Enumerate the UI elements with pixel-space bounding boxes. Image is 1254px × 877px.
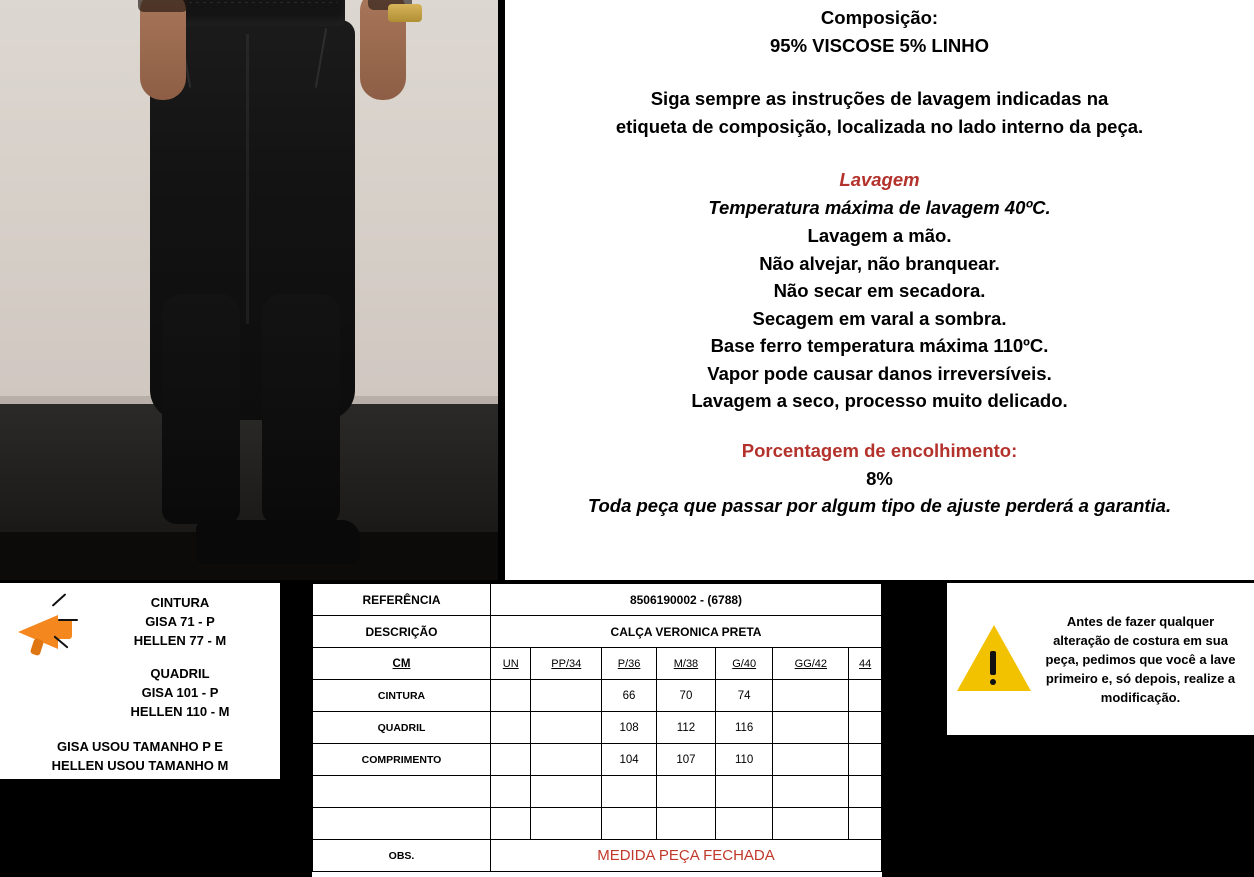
product-photo	[0, 0, 498, 580]
cell	[849, 744, 882, 776]
table-row	[313, 680, 882, 712]
composition-value: 95% VISCOSE 5% LINHO	[770, 34, 989, 56]
header-p36: P/36	[602, 648, 657, 680]
cell	[849, 776, 882, 808]
wash-line-5: Base ferro temperatura máxima 110ºC.	[710, 335, 1049, 356]
shrink-title: Porcentagem de encolhimento:	[741, 439, 1018, 461]
cell	[715, 776, 773, 808]
spacer	[505, 140, 1254, 166]
header-cm: CM	[313, 648, 491, 680]
cell	[849, 808, 882, 840]
shrink-value: 8%	[866, 467, 893, 489]
wash-line-2: Não alvejar, não branquear.	[759, 252, 1000, 274]
cell	[849, 712, 882, 744]
cell: 110	[715, 744, 773, 776]
table-row-description	[313, 616, 882, 648]
pants-center-fold	[246, 34, 249, 324]
model-measurements-panel	[0, 583, 280, 779]
cell	[531, 744, 602, 776]
instructions-line-1: Siga sempre as instruções de lavagem indicadas na	[650, 88, 1109, 109]
cell: 112	[657, 712, 716, 744]
hip-gisa: GISA 101 - P	[141, 685, 219, 700]
tattoo-left	[138, 0, 188, 12]
warning-triangle-icon	[951, 621, 1037, 697]
wash-line-6: Vapor pode causar danos irreversíveis.	[707, 362, 1052, 384]
instructions-line-2: etiqueta de composição, localizada no lado interno da peça.	[615, 115, 1144, 137]
table-row	[313, 776, 882, 808]
spacer	[505, 415, 1254, 437]
pants-right-leg	[262, 294, 340, 524]
reference-label: REFERÊNCIA	[313, 584, 491, 616]
wash-title: Lavagem	[839, 169, 920, 190]
cell	[531, 808, 602, 840]
cell: 104	[602, 744, 657, 776]
obs-label: OBS.	[313, 840, 491, 872]
hip-heading: QUADRIL	[150, 666, 210, 681]
cell	[531, 712, 602, 744]
cell	[773, 712, 849, 744]
cell: 66	[602, 680, 657, 712]
waist-heading: CINTURA	[150, 595, 210, 610]
cell	[491, 776, 531, 808]
header-gg42: GG/42	[773, 648, 849, 680]
wash-line-4: Secagem em varal a sombra.	[752, 307, 1007, 329]
cell	[531, 680, 602, 712]
cell	[491, 680, 531, 712]
header-44: 44	[849, 648, 882, 680]
hip-hellen: HELLEN 110 - M	[130, 704, 230, 719]
footer-line-2: HELLEN USOU TAMANHO M	[51, 758, 229, 773]
size-spec-table	[312, 583, 882, 877]
row-label-cintura: CINTURA	[313, 680, 491, 712]
header-m38: M/38	[657, 648, 716, 680]
cell	[657, 776, 716, 808]
cell: 74	[715, 680, 773, 712]
row-label-comprimento: COMPRIMENTO	[313, 744, 491, 776]
wristwatch	[388, 4, 422, 22]
cell	[773, 808, 849, 840]
header-pp34: PP/34	[531, 648, 602, 680]
reference-value: 8506190002 - (6788)	[491, 584, 882, 616]
obs-value: MEDIDA PEÇA FECHADA	[491, 840, 882, 872]
cell	[657, 808, 716, 840]
table-row	[313, 712, 882, 744]
cell	[773, 680, 849, 712]
cell	[491, 712, 531, 744]
cell: 70	[657, 680, 716, 712]
row-label-empty-2	[313, 808, 491, 840]
model-left-arm	[140, 0, 186, 100]
pants-left-leg	[162, 294, 240, 524]
header-g40: G/40	[715, 648, 773, 680]
cell: 108	[602, 712, 657, 744]
care-instructions-panel	[505, 0, 1254, 580]
wash-line-0: Temperatura máxima de lavagem 40ºC.	[708, 197, 1051, 218]
row-label-quadril: QUADRIL	[313, 712, 491, 744]
alteration-warning-panel	[947, 583, 1254, 735]
table-row	[313, 808, 882, 840]
row-label-empty-1	[313, 776, 491, 808]
cell	[602, 808, 657, 840]
waist-hellen: HELLEN 77 - M	[133, 633, 227, 648]
cell	[531, 776, 602, 808]
composition-label: Composição:	[820, 7, 939, 28]
wash-line-7: Lavagem a seco, processo muito delicado.	[691, 390, 1068, 411]
megaphone-icon	[8, 593, 84, 659]
table-row-reference	[313, 584, 882, 616]
cell: 107	[657, 744, 716, 776]
table-header-row	[313, 648, 882, 680]
model-measurements-text	[86, 593, 274, 721]
header-un: UN	[491, 648, 531, 680]
warning-text: Antes de fazer qualquer alteração de costura em sua peça, pedimos que você a lave primeiro e, só depois, realize a modificação.	[1045, 613, 1236, 705]
cell	[849, 680, 882, 712]
cell	[491, 744, 531, 776]
cell	[773, 744, 849, 776]
spacer	[505, 59, 1254, 85]
wash-line-1: Lavagem a mão.	[807, 225, 952, 246]
cell	[491, 808, 531, 840]
warranty-note: Toda peça que passar por algum tipo de ajuste perderá a garantia.	[587, 495, 1172, 516]
footer-line-1: GISA USOU TAMANHO P E	[57, 739, 223, 754]
description-value: CALÇA VERONICA PRETA	[491, 616, 882, 648]
model-right-shoe	[268, 520, 360, 564]
wash-line-3: Não secar em secadora.	[773, 280, 986, 301]
cell	[773, 776, 849, 808]
waist-gisa: GISA 71 - P	[145, 614, 215, 629]
cell: 116	[715, 712, 773, 744]
description-label: DESCRIÇÃO	[313, 616, 491, 648]
table-row-obs	[313, 840, 882, 872]
table-row	[313, 744, 882, 776]
models-size-footer	[6, 737, 274, 775]
cell	[715, 808, 773, 840]
cell	[602, 776, 657, 808]
